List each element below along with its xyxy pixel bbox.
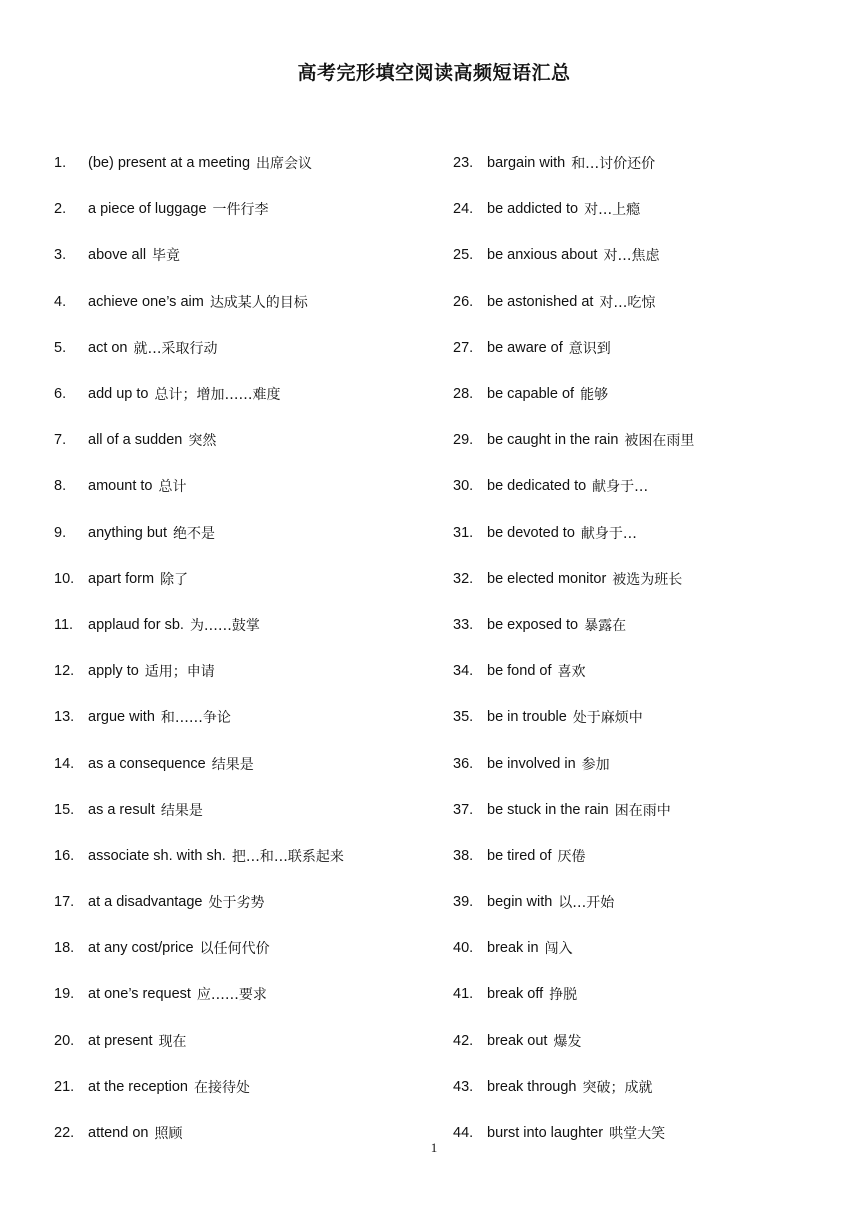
entry-meaning: 现在 bbox=[158, 1033, 187, 1050]
entry-number: 32. bbox=[453, 570, 474, 587]
entry-phrase: attend on bbox=[88, 1125, 149, 1142]
phrase-entry bbox=[54, 787, 454, 833]
entry-meaning: 厌倦 bbox=[557, 848, 586, 865]
phrase-entry bbox=[54, 417, 454, 463]
entry-phrase: be aware of bbox=[487, 339, 563, 356]
entry-phrase: be exposed to bbox=[487, 616, 579, 633]
entry-phrase: begin with bbox=[487, 894, 553, 911]
entry-number: 36. bbox=[453, 755, 474, 772]
phrase-entry bbox=[54, 694, 454, 740]
entry-number: 9. bbox=[54, 524, 67, 541]
entry-number: 40. bbox=[453, 940, 474, 957]
entry-meaning: 以…开始 bbox=[558, 895, 615, 912]
phrase-list-left-column bbox=[54, 140, 454, 1156]
phrase-entry bbox=[54, 1018, 454, 1064]
entry-phrase: at a disadvantage bbox=[88, 894, 203, 911]
entry-number: 2. bbox=[54, 201, 67, 218]
phrase-entry bbox=[453, 879, 853, 925]
entry-meaning: 能够 bbox=[580, 387, 609, 404]
entry-meaning: 处于劣势 bbox=[208, 895, 265, 912]
entry-number: 16. bbox=[54, 847, 75, 864]
entry-number: 13. bbox=[54, 709, 75, 726]
entry-phrase: a piece of luggage bbox=[88, 201, 207, 218]
entry-meaning: 参加 bbox=[581, 756, 610, 773]
entry-meaning: 适用；申请 bbox=[144, 664, 215, 681]
entry-number: 5. bbox=[54, 339, 67, 356]
entry-number: 43. bbox=[453, 1078, 474, 1095]
entry-meaning: 对…上瘾 bbox=[584, 202, 641, 219]
phrase-entry bbox=[453, 463, 853, 509]
phrase-entry bbox=[453, 925, 853, 971]
entry-phrase: act on bbox=[88, 339, 128, 356]
entry-meaning: 结果是 bbox=[160, 802, 203, 819]
entry-phrase: be in trouble bbox=[487, 709, 567, 726]
entry-phrase: be elected monitor bbox=[487, 570, 607, 587]
entry-phrase: burst into laughter bbox=[487, 1125, 604, 1142]
entry-number: 12. bbox=[54, 663, 75, 680]
entry-number: 10. bbox=[54, 570, 75, 587]
entry-number: 28. bbox=[453, 386, 474, 403]
entry-number: 42. bbox=[453, 1032, 474, 1049]
entry-phrase: at the reception bbox=[88, 1078, 188, 1095]
entry-meaning: 对…吃惊 bbox=[599, 294, 656, 311]
entry-meaning: 困在雨中 bbox=[614, 802, 671, 819]
phrase-entry bbox=[54, 602, 454, 648]
entry-meaning: 结果是 bbox=[211, 756, 254, 773]
phrase-entry bbox=[453, 833, 853, 879]
phrase-entry bbox=[54, 925, 454, 971]
phrase-entry bbox=[54, 325, 454, 371]
entry-phrase: achieve one’s aim bbox=[88, 293, 204, 310]
entry-meaning: 以任何代价 bbox=[199, 941, 270, 958]
entry-phrase: as a consequence bbox=[88, 755, 206, 772]
entry-phrase: be anxious about bbox=[487, 247, 598, 264]
entry-number: 25. bbox=[453, 247, 474, 264]
phrase-entry bbox=[453, 140, 853, 186]
entry-phrase: be devoted to bbox=[487, 524, 575, 541]
entry-number: 39. bbox=[453, 894, 474, 911]
page-title: 高考完形填空阅读高频短语汇总 bbox=[297, 62, 571, 84]
entry-number: 20. bbox=[54, 1032, 75, 1049]
entry-phrase: amount to bbox=[88, 478, 153, 495]
entry-phrase: at present bbox=[88, 1032, 153, 1049]
entry-number: 8. bbox=[54, 478, 67, 495]
phrase-entry bbox=[54, 648, 454, 694]
entry-phrase: anything but bbox=[88, 524, 168, 541]
phrase-entry bbox=[54, 279, 454, 325]
entry-number: 21. bbox=[54, 1078, 75, 1095]
entry-number: 27. bbox=[453, 339, 474, 356]
entry-meaning: 哄堂大笑 bbox=[609, 1126, 666, 1143]
entry-meaning: 照顾 bbox=[154, 1126, 183, 1143]
entry-phrase: above all bbox=[88, 247, 147, 264]
phrase-entry bbox=[453, 971, 853, 1017]
entry-meaning: 毕竟 bbox=[152, 248, 181, 265]
entry-meaning: 挣脱 bbox=[549, 987, 578, 1004]
entry-number: 6. bbox=[54, 386, 67, 403]
entry-phrase: at any cost/price bbox=[88, 940, 194, 957]
phrase-entry bbox=[453, 1064, 853, 1110]
phrase-entry bbox=[453, 740, 853, 786]
entry-number: 4. bbox=[54, 293, 67, 310]
phrase-entry bbox=[54, 833, 454, 879]
entry-number: 24. bbox=[453, 201, 474, 218]
phrase-entry bbox=[453, 186, 853, 232]
entry-phrase: add up to bbox=[88, 386, 149, 403]
entry-number: 29. bbox=[453, 432, 474, 449]
entry-phrase: argue with bbox=[88, 709, 155, 726]
phrase-entry bbox=[54, 232, 454, 278]
entry-phrase: at one’s request bbox=[88, 986, 191, 1003]
entry-phrase: be stuck in the rain bbox=[487, 801, 609, 818]
entry-meaning: 暴露在 bbox=[584, 617, 627, 634]
entry-phrase: break off bbox=[487, 986, 544, 1003]
entry-phrase: break through bbox=[487, 1078, 577, 1095]
entry-meaning: 总计；增加……难度 bbox=[154, 387, 281, 404]
phrase-entry bbox=[453, 556, 853, 602]
entry-meaning: 出席会议 bbox=[256, 156, 313, 173]
entry-number: 7. bbox=[54, 432, 67, 449]
phrase-entry bbox=[54, 740, 454, 786]
phrase-entry bbox=[54, 1064, 454, 1110]
entry-meaning: 处于麻烦中 bbox=[572, 710, 643, 727]
entry-phrase: be fond of bbox=[487, 663, 552, 680]
entry-number: 38. bbox=[453, 847, 474, 864]
entry-phrase: be addicted to bbox=[487, 201, 579, 218]
entry-number: 23. bbox=[453, 155, 474, 172]
phrase-entry bbox=[453, 371, 853, 417]
entry-phrase: be capable of bbox=[487, 386, 575, 403]
phrase-entry bbox=[453, 510, 853, 556]
entry-number: 15. bbox=[54, 801, 75, 818]
phrase-entry bbox=[54, 140, 454, 186]
phrase-entry bbox=[453, 602, 853, 648]
entry-phrase: break out bbox=[487, 1032, 548, 1049]
entry-meaning: 被选为班长 bbox=[612, 571, 683, 588]
entry-meaning: 应……要求 bbox=[196, 987, 267, 1004]
entry-meaning: 突然 bbox=[188, 433, 217, 450]
phrase-entry bbox=[54, 371, 454, 417]
entry-meaning: 突破；成就 bbox=[582, 1079, 653, 1096]
entry-phrase: as a result bbox=[88, 801, 155, 818]
entry-number: 11. bbox=[54, 616, 74, 633]
entry-meaning: 除了 bbox=[160, 571, 189, 588]
entry-phrase: apart form bbox=[88, 570, 155, 587]
entry-meaning: 对…焦虑 bbox=[603, 248, 660, 265]
phrase-entry bbox=[54, 463, 454, 509]
entry-meaning: 为……鼓掌 bbox=[189, 617, 260, 634]
entry-phrase: all of a sudden bbox=[88, 432, 183, 449]
entry-meaning: 就…采取行动 bbox=[133, 340, 218, 357]
entry-phrase: be tired of bbox=[487, 847, 552, 864]
entry-meaning: 总计 bbox=[158, 479, 187, 496]
phrase-entry bbox=[453, 694, 853, 740]
entry-number: 1. bbox=[54, 155, 67, 172]
entry-meaning: 和…讨价还价 bbox=[571, 156, 656, 173]
entry-phrase: bargain with bbox=[487, 155, 566, 172]
entry-number: 37. bbox=[453, 801, 474, 818]
entry-number: 34. bbox=[453, 663, 474, 680]
entry-number: 26. bbox=[453, 293, 474, 310]
entry-meaning: 一件行李 bbox=[212, 202, 269, 219]
entry-number: 18. bbox=[54, 940, 75, 957]
phrase-list-right-column bbox=[453, 140, 853, 1156]
entry-meaning: 意识到 bbox=[568, 340, 611, 357]
entry-number: 17. bbox=[54, 894, 75, 911]
phrase-entry bbox=[453, 417, 853, 463]
entry-phrase: apply to bbox=[88, 663, 139, 680]
phrase-entry bbox=[54, 556, 454, 602]
entry-meaning: 达成某人的目标 bbox=[209, 294, 308, 311]
entry-number: 3. bbox=[54, 247, 67, 264]
phrase-entry bbox=[54, 879, 454, 925]
entry-meaning: 绝不是 bbox=[173, 525, 216, 542]
entry-number: 14. bbox=[54, 755, 75, 772]
entry-meaning: 闯入 bbox=[544, 941, 573, 958]
phrase-entry bbox=[453, 648, 853, 694]
entry-phrase: be astonished at bbox=[487, 293, 594, 310]
entry-number: 33. bbox=[453, 616, 474, 633]
phrase-entry bbox=[54, 186, 454, 232]
entry-phrase: break in bbox=[487, 940, 539, 957]
entry-meaning: 喜欢 bbox=[557, 664, 586, 681]
phrase-entry bbox=[54, 971, 454, 1017]
entry-meaning: 被困在雨里 bbox=[624, 433, 695, 450]
entry-number: 19. bbox=[54, 986, 75, 1003]
entry-number: 30. bbox=[453, 478, 474, 495]
entry-phrase: (be) present at a meeting bbox=[88, 155, 251, 172]
page-number: 1 bbox=[430, 1140, 438, 1155]
entry-meaning: 献身于… bbox=[580, 525, 637, 542]
entry-phrase: applaud for sb. bbox=[88, 616, 184, 633]
phrase-entry bbox=[453, 325, 853, 371]
phrase-entry bbox=[54, 510, 454, 556]
entry-number: 44. bbox=[453, 1125, 474, 1142]
entry-phrase: associate sh. with sh. bbox=[88, 847, 226, 864]
phrase-entry bbox=[453, 232, 853, 278]
entry-meaning: 爆发 bbox=[553, 1033, 582, 1050]
entry-number: 41. bbox=[453, 986, 474, 1003]
entry-number: 22. bbox=[54, 1125, 75, 1142]
entry-number: 31. bbox=[453, 524, 474, 541]
entry-phrase: be dedicated to bbox=[487, 478, 587, 495]
entry-phrase: be caught in the rain bbox=[487, 432, 619, 449]
entry-meaning: 把…和…联系起来 bbox=[231, 848, 344, 865]
entry-meaning: 献身于… bbox=[592, 479, 649, 496]
entry-meaning: 在接待处 bbox=[193, 1079, 250, 1096]
phrase-entry bbox=[453, 787, 853, 833]
entry-meaning: 和……争论 bbox=[160, 710, 231, 727]
entry-number: 35. bbox=[453, 709, 474, 726]
phrase-entry bbox=[453, 279, 853, 325]
phrase-entry bbox=[453, 1018, 853, 1064]
entry-phrase: be involved in bbox=[487, 755, 576, 772]
